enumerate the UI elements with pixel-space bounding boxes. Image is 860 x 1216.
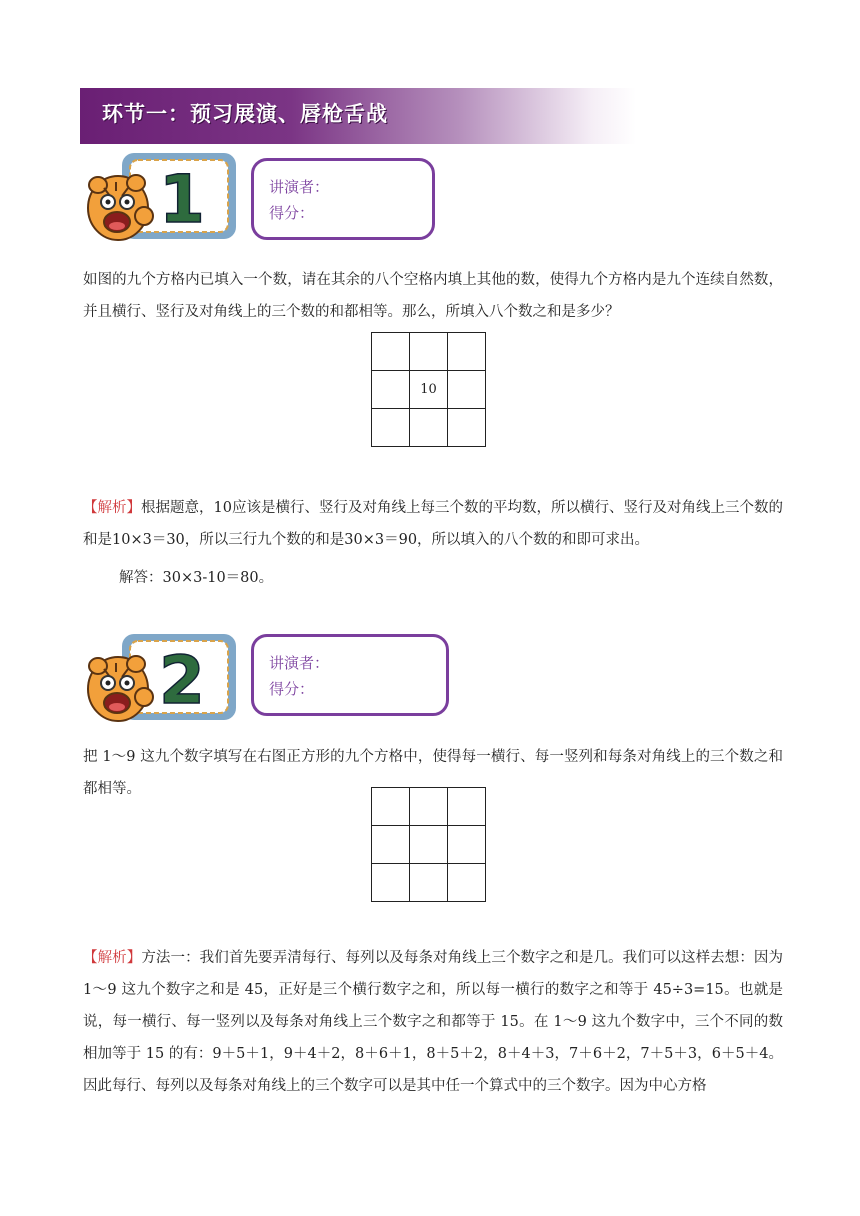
grid-cell	[448, 371, 486, 409]
grid-cell	[372, 788, 410, 826]
section-banner	[80, 88, 636, 144]
grid-cell	[448, 409, 486, 447]
problem-2-text: 把 1～9 这九个数字填写在右图正方形的九个方格中，使得每一横行、每一竖列和每条对角线上的三个数之和都相等。	[83, 749, 783, 797]
grid-cell	[448, 788, 486, 826]
grid-cell	[372, 826, 410, 864]
grid-cell-center: 10	[410, 371, 448, 409]
presenter-card-1	[251, 158, 435, 240]
grid-cell	[372, 409, 410, 447]
magic-square-grid-1	[371, 332, 486, 447]
grid-cell	[372, 864, 410, 902]
magic-square-grid-2	[371, 787, 486, 902]
grid-cell	[372, 371, 410, 409]
presenter-label: 讲演者：	[269, 178, 330, 196]
grid-cell	[410, 333, 448, 371]
analysis-tag: 【解析】	[83, 950, 142, 966]
grid-cell	[448, 333, 486, 371]
grid-cell	[448, 864, 486, 902]
analysis-tag: 【解析】	[83, 500, 142, 516]
presenter-label: 讲演者：	[269, 654, 330, 672]
analysis-1-text: 根据题意，10应该是横行、竖行及对角线上每三个数的平均数，所以横行、竖行及对角线上三个数的和是10×3＝30，所以三行九个数的和是30×3＝90，所以填入的八个数的和即可求出。	[83, 500, 784, 548]
problem-1-text: 如图的九个方格内已填入一个数，请在其余的八个空格内填上其他的数，使得九个方格内是九个连续自然数，并且横行、竖行及对角线上的三个数的和都相等。那么，所填入八个数之和是多少？	[83, 272, 783, 320]
grid-cell	[410, 826, 448, 864]
grid-cell	[410, 409, 448, 447]
analysis-1	[83, 492, 783, 556]
analysis-2	[83, 942, 783, 1102]
analysis-2-text: 方法一：我们首先要弄清每行、每列以及每条对角线上三个数字之和是几。我们可以这样去想：因为 1～9 这九个数字之和是 45，正好是三个横行数字之和，所以每一横行的数字之和等于 45÷3=15。也就是说，每一横行、每一竖列以及每条对角线上三个数字之和都等于 15。在 1～9 这九个数字中，三个不同的数相加等于 15 的有：9＋5＋1，9＋4＋2，8＋6＋1，8＋5＋2，8＋4＋3，7＋6＋2，7＋5＋3，6＋5＋4。因此每行、每列以及每条对角线上的三个数字可以是其中任一个算式中的三个数字。因为中心方格	[83, 950, 783, 1094]
section-title: 环节一：预习展演、唇枪舌战	[102, 102, 388, 126]
grid-cell	[410, 788, 448, 826]
tiger-mascot-icon	[86, 150, 242, 245]
grid-cell	[410, 864, 448, 902]
score-label: 得分：	[269, 680, 315, 698]
card-number: 2	[159, 642, 205, 719]
tiger-mascot-icon	[86, 631, 242, 726]
card-number: 1	[159, 161, 205, 238]
grid-cell	[448, 826, 486, 864]
grid-cell	[372, 333, 410, 371]
score-label: 得分：	[269, 204, 315, 222]
answer-1: 解答：30×3-10＝80。	[119, 570, 274, 586]
presenter-card-2	[251, 634, 449, 716]
